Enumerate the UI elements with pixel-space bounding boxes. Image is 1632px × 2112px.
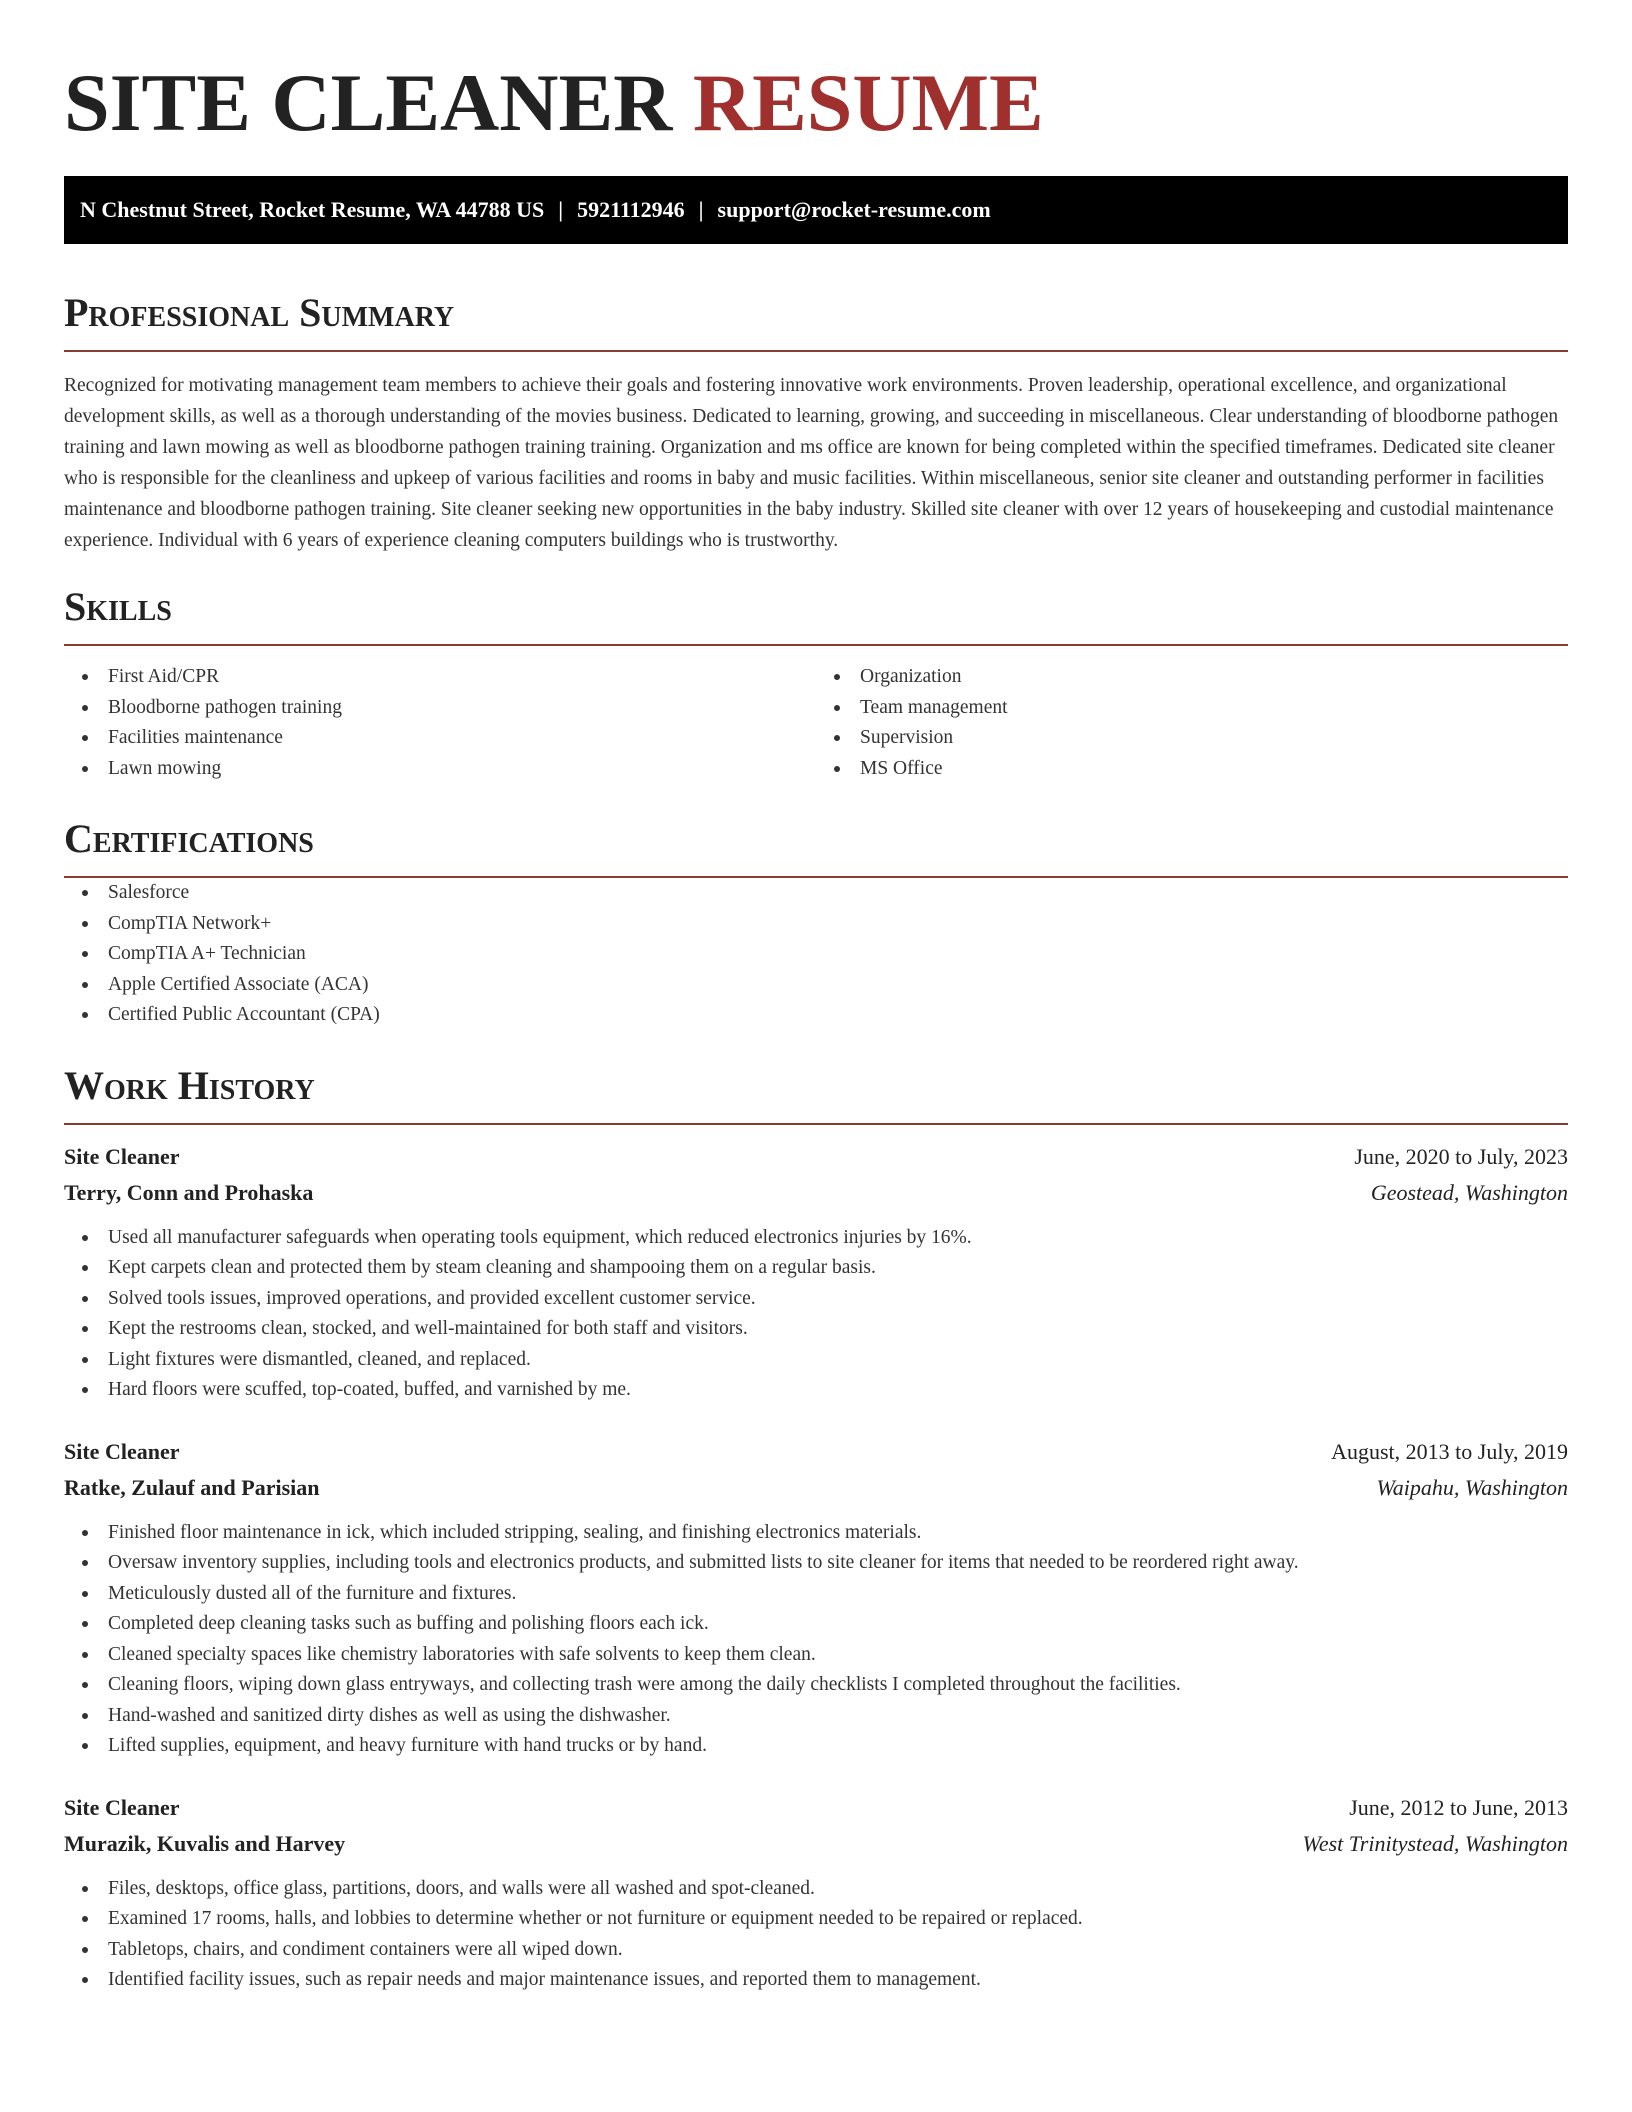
job-duty-item: Kept carpets clean and protected them by steam cleaning and shampooing them on a regular basis. bbox=[64, 1253, 1568, 1284]
work-history-section bbox=[64, 1061, 1568, 1996]
professional-summary-section bbox=[64, 288, 1568, 556]
job-entry bbox=[64, 1139, 1568, 1406]
certifications-list bbox=[64, 878, 1568, 1031]
title-main: SITE CLEANER bbox=[64, 57, 673, 148]
job-duty-item: Meticulously dusted all of the furniture and fixtures. bbox=[64, 1579, 1568, 1610]
job-duties-list bbox=[64, 1518, 1568, 1762]
job-location: West Trinitystead, Washington bbox=[1302, 1830, 1568, 1856]
job-duty-item: Files, desktops, office glass, partitions, doors, and walls were all washed and spot-cleaned. bbox=[64, 1874, 1568, 1905]
contact-address: N Chestnut Street, Rocket Resume, WA 44788 US bbox=[80, 197, 545, 222]
job-duty-item: Lifted supplies, equipment, and heavy furniture with hand trucks or by hand. bbox=[64, 1731, 1568, 1762]
certification-item: Certified Public Accountant (CPA) bbox=[64, 1000, 1568, 1031]
job-duty-item: Tabletops, chairs, and condiment containers were all wiped down. bbox=[64, 1935, 1568, 1966]
job-duty-item: Cleaned specialty spaces like chemistry laboratories with safe solvents to keep them clean. bbox=[64, 1640, 1568, 1671]
skill-item: First Aid/CPR bbox=[64, 662, 816, 693]
job-dates: June, 2012 to June, 2013 bbox=[1349, 1794, 1568, 1820]
job-title: Site Cleaner bbox=[64, 1143, 180, 1169]
job-company: Murazik, Kuvalis and Harvey bbox=[64, 1830, 346, 1856]
job-title: Site Cleaner bbox=[64, 1438, 180, 1464]
job-duty-item: Kept the restrooms clean, stocked, and well-maintained for both staff and visitors. bbox=[64, 1314, 1568, 1345]
skills-list-left bbox=[64, 662, 816, 784]
job-company-row bbox=[64, 1175, 1568, 1211]
job-title-row bbox=[64, 1434, 1568, 1470]
job-company-row bbox=[64, 1470, 1568, 1506]
skill-item: MS Office bbox=[816, 754, 1568, 785]
section-heading-certifications: Certifications bbox=[64, 814, 1568, 878]
section-heading-skills: Skills bbox=[64, 582, 1568, 646]
job-title: Site Cleaner bbox=[64, 1794, 180, 1820]
title-accent: RESUME bbox=[692, 57, 1044, 148]
job-duty-item: Finished floor maintenance in ick, which included stripping, sealing, and finishing electronics materials. bbox=[64, 1518, 1568, 1549]
job-dates: August, 2013 to July, 2019 bbox=[1331, 1438, 1568, 1464]
skills-grid bbox=[64, 662, 1568, 784]
skill-item: Bloodborne pathogen training bbox=[64, 693, 816, 724]
certification-item: Salesforce bbox=[64, 878, 1568, 909]
job-duty-item: Examined 17 rooms, halls, and lobbies to determine whether or not furniture or equipment needed to be repaired or replaced. bbox=[64, 1904, 1568, 1935]
contact-separator: | bbox=[558, 197, 564, 222]
section-heading-work-history: Work History bbox=[64, 1061, 1568, 1125]
skill-item: Supervision bbox=[816, 723, 1568, 754]
job-duty-item: Hand-washed and sanitized dirty dishes as well as using the dishwasher. bbox=[64, 1701, 1568, 1732]
certifications-section bbox=[64, 814, 1568, 1031]
contact-bar bbox=[64, 176, 1568, 244]
job-company: Terry, Conn and Prohaska bbox=[64, 1179, 314, 1205]
job-location: Geostead, Washington bbox=[1370, 1179, 1568, 1205]
skill-item: Team management bbox=[816, 693, 1568, 724]
skills-list-right bbox=[816, 662, 1568, 784]
skill-item: Facilities maintenance bbox=[64, 723, 816, 754]
section-heading-summary: Professional Summary bbox=[64, 288, 1568, 352]
job-company: Ratke, Zulauf and Parisian bbox=[64, 1474, 320, 1500]
job-title-row bbox=[64, 1790, 1568, 1826]
skills-section bbox=[64, 582, 1568, 784]
skill-item: Organization bbox=[816, 662, 1568, 693]
job-duty-item: Solved tools issues, improved operations, and provided excellent customer service. bbox=[64, 1284, 1568, 1315]
job-duties-list bbox=[64, 1874, 1568, 1996]
job-entry bbox=[64, 1434, 1568, 1762]
job-duty-item: Completed deep cleaning tasks such as buffing and polishing floors each ick. bbox=[64, 1609, 1568, 1640]
job-duty-item: Cleaning floors, wiping down glass entryways, and collecting trash were among the daily checklists I completed throughout the facilities. bbox=[64, 1670, 1568, 1701]
job-duty-item: Light fixtures were dismantled, cleaned, and replaced. bbox=[64, 1345, 1568, 1376]
certification-item: CompTIA A+ Technician bbox=[64, 939, 1568, 970]
summary-text: Recognized for motivating management team members to achieve their goals and fostering innovative work environments. Proven leadership, operational excellence, and organizational development skills, as well as a thorough understanding of the movies business. Dedicated to learning, growing, and succeeding in miscellaneous. Clear understanding of bloodborne pathogen training and lawn mowing as well as bloodborne pathogen training training. Organization and ms office are known for being completed within the specified timeframes. Dedicated site cleaner who is responsible for the cleanliness and upkeep of various facilities and rooms in baby and music facilities. Within miscellaneous, senior site cleaner and outstanding performer in facilities maintenance and bloodborne pathogen training. Site cleaner seeking new opportunities in the baby industry. Skilled site cleaner with over 12 years of housekeeping and custodial maintenance experience. Individual with 6 years of experience cleaning computers buildings who is trustworthy. bbox=[64, 375, 1559, 551]
job-duties-list bbox=[64, 1223, 1568, 1406]
job-entry bbox=[64, 1790, 1568, 1996]
job-duty-item: Oversaw inventory supplies, including tools and electronics products, and submitted lists to site cleaner for items that needed to be reordered right away. bbox=[64, 1548, 1568, 1579]
job-duty-item: Used all manufacturer safeguards when operating tools equipment, which reduced electronics injuries by 16%. bbox=[64, 1223, 1568, 1254]
skill-item: Lawn mowing bbox=[64, 754, 816, 785]
job-duty-item: Identified facility issues, such as repair needs and major maintenance issues, and reported them to management. bbox=[64, 1965, 1568, 1996]
job-location: Waipahu, Washington bbox=[1376, 1474, 1568, 1500]
job-duty-item: Hard floors were scuffed, top-coated, buffed, and varnished by me. bbox=[64, 1375, 1568, 1406]
resume-title bbox=[64, 0, 1568, 148]
certification-item: Apple Certified Associate (ACA) bbox=[64, 970, 1568, 1001]
job-title-row bbox=[64, 1139, 1568, 1175]
job-company-row bbox=[64, 1826, 1568, 1862]
contact-email: support@rocket-resume.com bbox=[717, 197, 991, 222]
contact-separator: | bbox=[698, 197, 704, 222]
job-dates: June, 2020 to July, 2023 bbox=[1354, 1143, 1568, 1169]
certification-item: CompTIA Network+ bbox=[64, 909, 1568, 940]
contact-phone: 5921112946 bbox=[577, 197, 685, 222]
